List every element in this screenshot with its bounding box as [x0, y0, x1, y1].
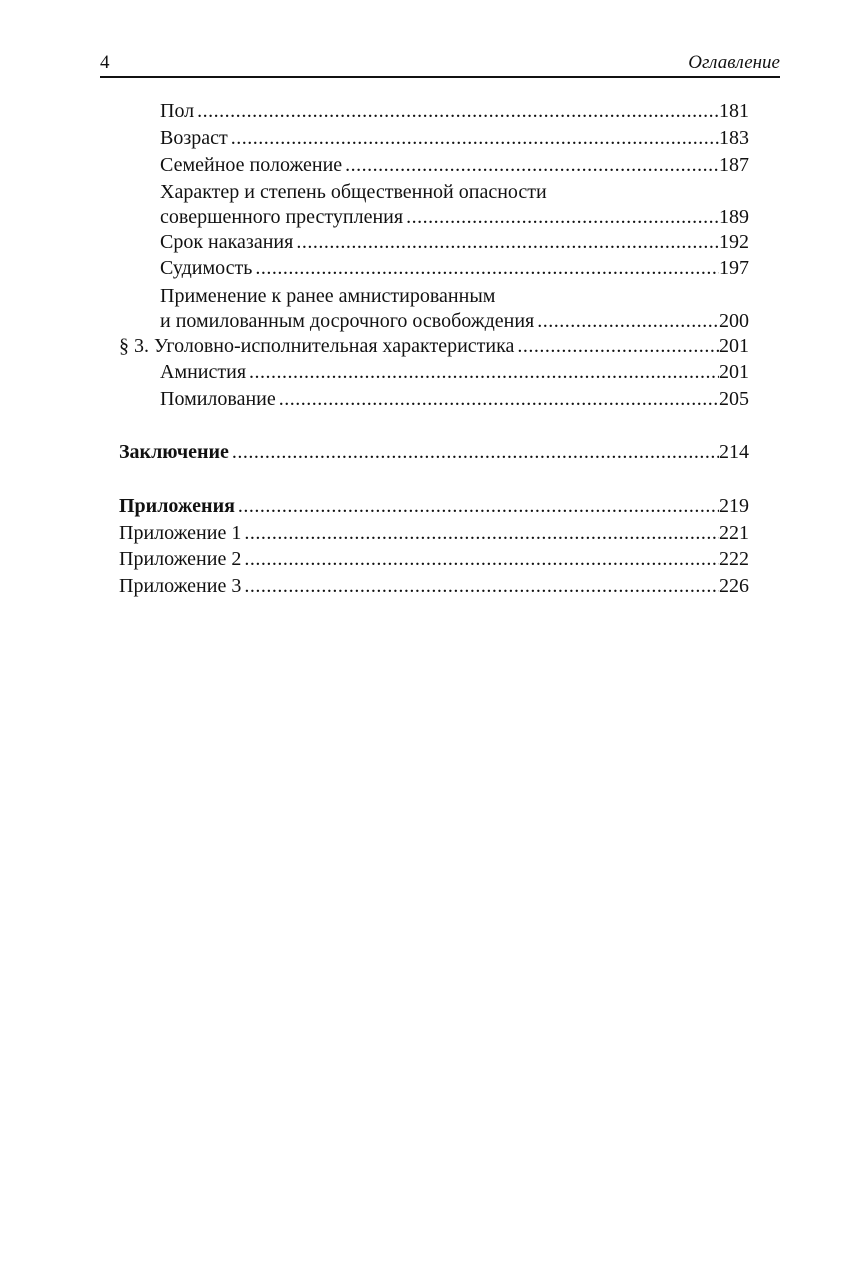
dot-leader: [403, 204, 719, 230]
toc-entry-page: 226: [719, 575, 749, 597]
dot-leader: [514, 333, 719, 359]
toc-entry-prilozhenie-3[interactable]: [119, 573, 749, 599]
toc-entry-semeinoe-polozhenie[interactable]: [160, 152, 749, 178]
toc-entry-sudimost[interactable]: [160, 255, 749, 281]
toc-entry-page: 192: [719, 231, 749, 253]
toc-entry-label: совершенного преступления: [160, 206, 404, 228]
toc-entry-label: Амнистия: [160, 361, 247, 383]
toc-entry-page: 189: [719, 206, 749, 228]
toc-entry-primenenie-line1: Применение к ранее амнистированным: [160, 285, 496, 307]
dot-leader: [293, 229, 719, 255]
dot-leader: [246, 359, 719, 385]
toc-entry-page: 187: [719, 154, 749, 176]
dot-leader: [241, 573, 719, 599]
toc-entry-srok-nakazaniya[interactable]: [160, 229, 749, 255]
dot-leader: [252, 255, 719, 281]
toc-entry-page: 222: [719, 548, 749, 570]
toc-entry-prilozhenie-1[interactable]: [119, 520, 749, 546]
dot-leader: [534, 308, 719, 334]
toc-entry-page: 214: [719, 441, 749, 463]
toc-entry-label: Заключение: [119, 441, 229, 463]
toc-entry-label: Приложения: [119, 495, 235, 517]
toc-entry-page: 197: [719, 257, 749, 279]
toc-entry-page: 219: [719, 495, 749, 517]
dot-leader: [276, 386, 719, 412]
toc-entry-pol[interactable]: [160, 98, 749, 124]
toc-entry-label: Семейное положение: [160, 154, 343, 176]
dot-leader: [229, 439, 719, 465]
toc-entry-vozrast[interactable]: [160, 125, 749, 151]
toc-entry-label: Возраст: [160, 127, 228, 149]
toc-entry-page: 183: [719, 127, 749, 149]
toc-entry-page: 181: [719, 100, 749, 122]
toc-entry-label: Помилование: [160, 388, 276, 410]
toc-entry-page: 205: [719, 388, 749, 410]
toc-entry-page: 201: [719, 361, 749, 383]
toc-entry-label: Судимость: [160, 257, 253, 279]
toc-entry-harakter[interactable]: [160, 204, 749, 230]
toc-entry-prilozhenie-2[interactable]: [119, 546, 749, 572]
dot-leader: [228, 125, 719, 151]
page-header: [100, 50, 780, 78]
running-head: Оглавление: [688, 52, 780, 73]
toc-entry-label: Пол: [160, 100, 195, 122]
toc-entry-harakter-line1: Характер и степень общественной опасности: [160, 181, 547, 203]
toc-entry-primenenie[interactable]: [160, 308, 749, 334]
dot-leader: [342, 152, 719, 178]
dot-leader: [235, 493, 719, 519]
page-number: 4: [100, 52, 110, 73]
toc-entry-label: Приложение 2: [119, 548, 242, 570]
toc-entry-page: 201: [719, 335, 749, 357]
toc-entry-label: § 3. Уголовно-исполнительная характеристика: [119, 335, 515, 357]
toc-entry-zaklyuchenie[interactable]: [119, 439, 749, 465]
toc-entry-label: Приложение 1: [119, 522, 242, 544]
toc-entry-label: Срок наказания: [160, 231, 294, 253]
toc-entry-page: 200: [719, 310, 749, 332]
toc-entry-section-3[interactable]: [119, 333, 749, 359]
toc-entry-amnistiya[interactable]: [160, 359, 749, 385]
toc-entry-label: Приложение 3: [119, 575, 242, 597]
toc-entry-prilozheniya[interactable]: [119, 493, 749, 519]
dot-leader: [241, 520, 719, 546]
toc-entry-page: 221: [719, 522, 749, 544]
toc-entry-label: и помилованным досрочного освобождения: [160, 310, 535, 332]
dot-leader: [241, 546, 719, 572]
toc-entry-pomilovanie[interactable]: [160, 386, 749, 412]
dot-leader: [194, 98, 719, 124]
